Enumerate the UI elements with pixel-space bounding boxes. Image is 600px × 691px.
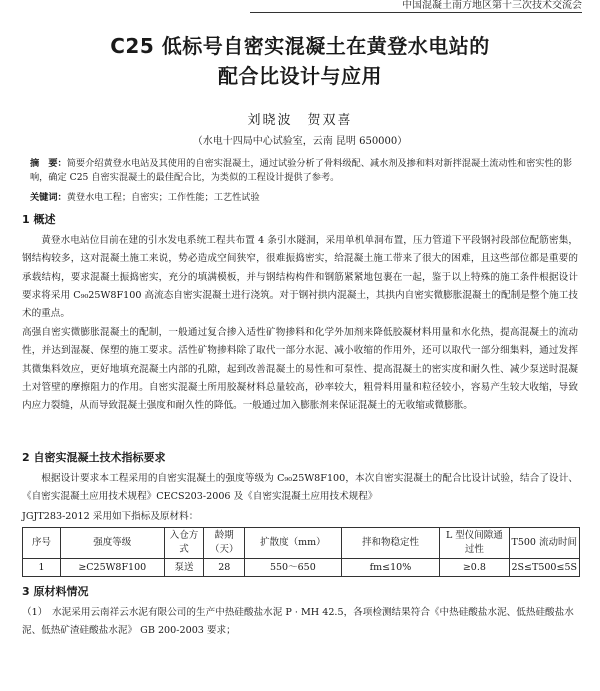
section-1-paragraph-1: 黄登水电站位目前在建的引水发电系统工程共布置 4 条引水隧洞，采用单机单洞布置，压力管道下平段钢衬段部位配筋密集，钢结构较多，这对混凝土施工来说，势必造成空间狭窄，很难振捣密实，给混凝土施工带来了很大的困难，且这些部位都是重要的承载结构，要求混凝土振捣密实，充分的填满模板，并与钢结构构件和钢筋紧紧地包裹在一起，鉴于以上特殊的施工条件根据设计要求将采用 C₉₀25W8F100 高流态自密实混凝土进行浇筑。对于钢衬拱内混凝土，其拱内自密实微膨胀混凝土的配制是整个施工技术的重点。 — [22, 235, 578, 320]
table-cell: 泵送 — [164, 559, 204, 577]
table-header-cell: 龄期（天） — [204, 528, 245, 559]
table-cell: 2S≤T500≤5S — [509, 559, 580, 577]
table-header-cell: 入仓方式 — [164, 528, 204, 559]
paper-title — [0, 31, 600, 91]
section-2-paragraph-2: JGJT283-2012 采用如下指标及原材料： — [22, 511, 199, 522]
table-header-cell: 拌和物稳定性 — [341, 528, 440, 559]
running-header: 中国混凝土南方地区第十三次技术交流会 — [250, 0, 582, 13]
table-header-cell: 强度等级 — [60, 528, 164, 559]
table-cell: ≥0.8 — [440, 559, 509, 577]
section-3-item-1: （1） 水泥采用云南祥云水泥有限公司的生产中热硅酸盐水泥 P · MH 42.5，各项检测结果符合《中热硅酸盐水泥、低热硅酸盐水泥、低热矿渣硅酸盐水泥》 GB 200-2003 要求； — [22, 607, 574, 637]
abstract — [30, 157, 578, 185]
abstract-label: 摘 要： — [30, 158, 67, 169]
abstract-text: 简要介绍黄登水电站及其使用的自密实混凝土，通过试验分析了骨料级配、减水剂及掺和料对新拌混凝土流动性和密实性的影响，确定 C25 自密实混凝土的最佳配合比，为类似的工程设计提供了参考。 — [30, 158, 573, 183]
table-cell: 550～650 — [245, 559, 342, 577]
section-3-heading: 3 原材料情况 — [22, 585, 89, 598]
table-header-cell: L 型仪间隙通过性 — [440, 528, 509, 559]
authors: 刘晓波 贺双喜 — [247, 113, 353, 128]
spec-table — [22, 527, 580, 577]
table-header-cell: 序号 — [23, 528, 61, 559]
section-2-paragraph-1: 根据设计要求本工程采用的自密实混凝土的强度等级为 C₉₀25W8F100，本次自密实混凝土的配合比设计试验，结合了设计、《自密实混凝土应用技术规程》CECS203-2006 及《自密实混凝土应用技术规程》 — [22, 473, 578, 503]
title-line-2: 配合比设计与应用 — [218, 64, 382, 88]
keywords-label: 关键词： — [30, 192, 67, 203]
table-header-cell: 扩散度（mm） — [245, 528, 342, 559]
section-1-heading: 1 概述 — [22, 213, 56, 226]
table-header-row — [23, 528, 580, 559]
table-cell: ≥C25W8F100 — [60, 559, 164, 577]
section-1-paragraph-2: 高强自密实微膨胀混凝土的配制，一般通过复合掺入适性矿物掺料和化学外加剂来降低胶凝材料用量和水化热，提高混凝土的流动性，并达到湿凝、保塑的施工要求。活性矿物掺料除了取代一部分水泥、减小收缩的作用外，还可以取代一部分细集料，通过发挥其微集料效应，更好地填充混凝土内部的孔隙，起到改善混凝土的易性和可泵性、提高混凝土的密实度和耐久性、减少泵送时混凝土对管壁的摩擦阻力的作用。自密实混凝土所用胶凝材料总量较高，砂率较大，粗骨料用量和粒径较小，容易产生较大收缩，导致内应力裂缝，从而导致混凝土强度和耐久性的降低。一般通过加入膨胀剂来保证混凝土的无收缩或微膨胀。 — [22, 327, 578, 412]
keywords — [30, 191, 578, 205]
table-row — [23, 559, 580, 577]
table-cell: 1 — [23, 559, 61, 577]
title-line-1: C25 低标号自密实混凝土在黄登水电站的 — [110, 34, 490, 58]
table-cell: fm≤10% — [341, 559, 440, 577]
table-header-cell: T500 流动时间 — [509, 528, 580, 559]
section-2-heading: 2 自密实混凝土技术指标要求 — [22, 451, 166, 464]
affiliation: （水电十四局中心试验室，云南 昆明 650000） — [192, 136, 408, 147]
table-cell: 28 — [204, 559, 245, 577]
keywords-text: 黄登水电工程；自密实；工作性能；工艺性试验 — [66, 192, 260, 203]
